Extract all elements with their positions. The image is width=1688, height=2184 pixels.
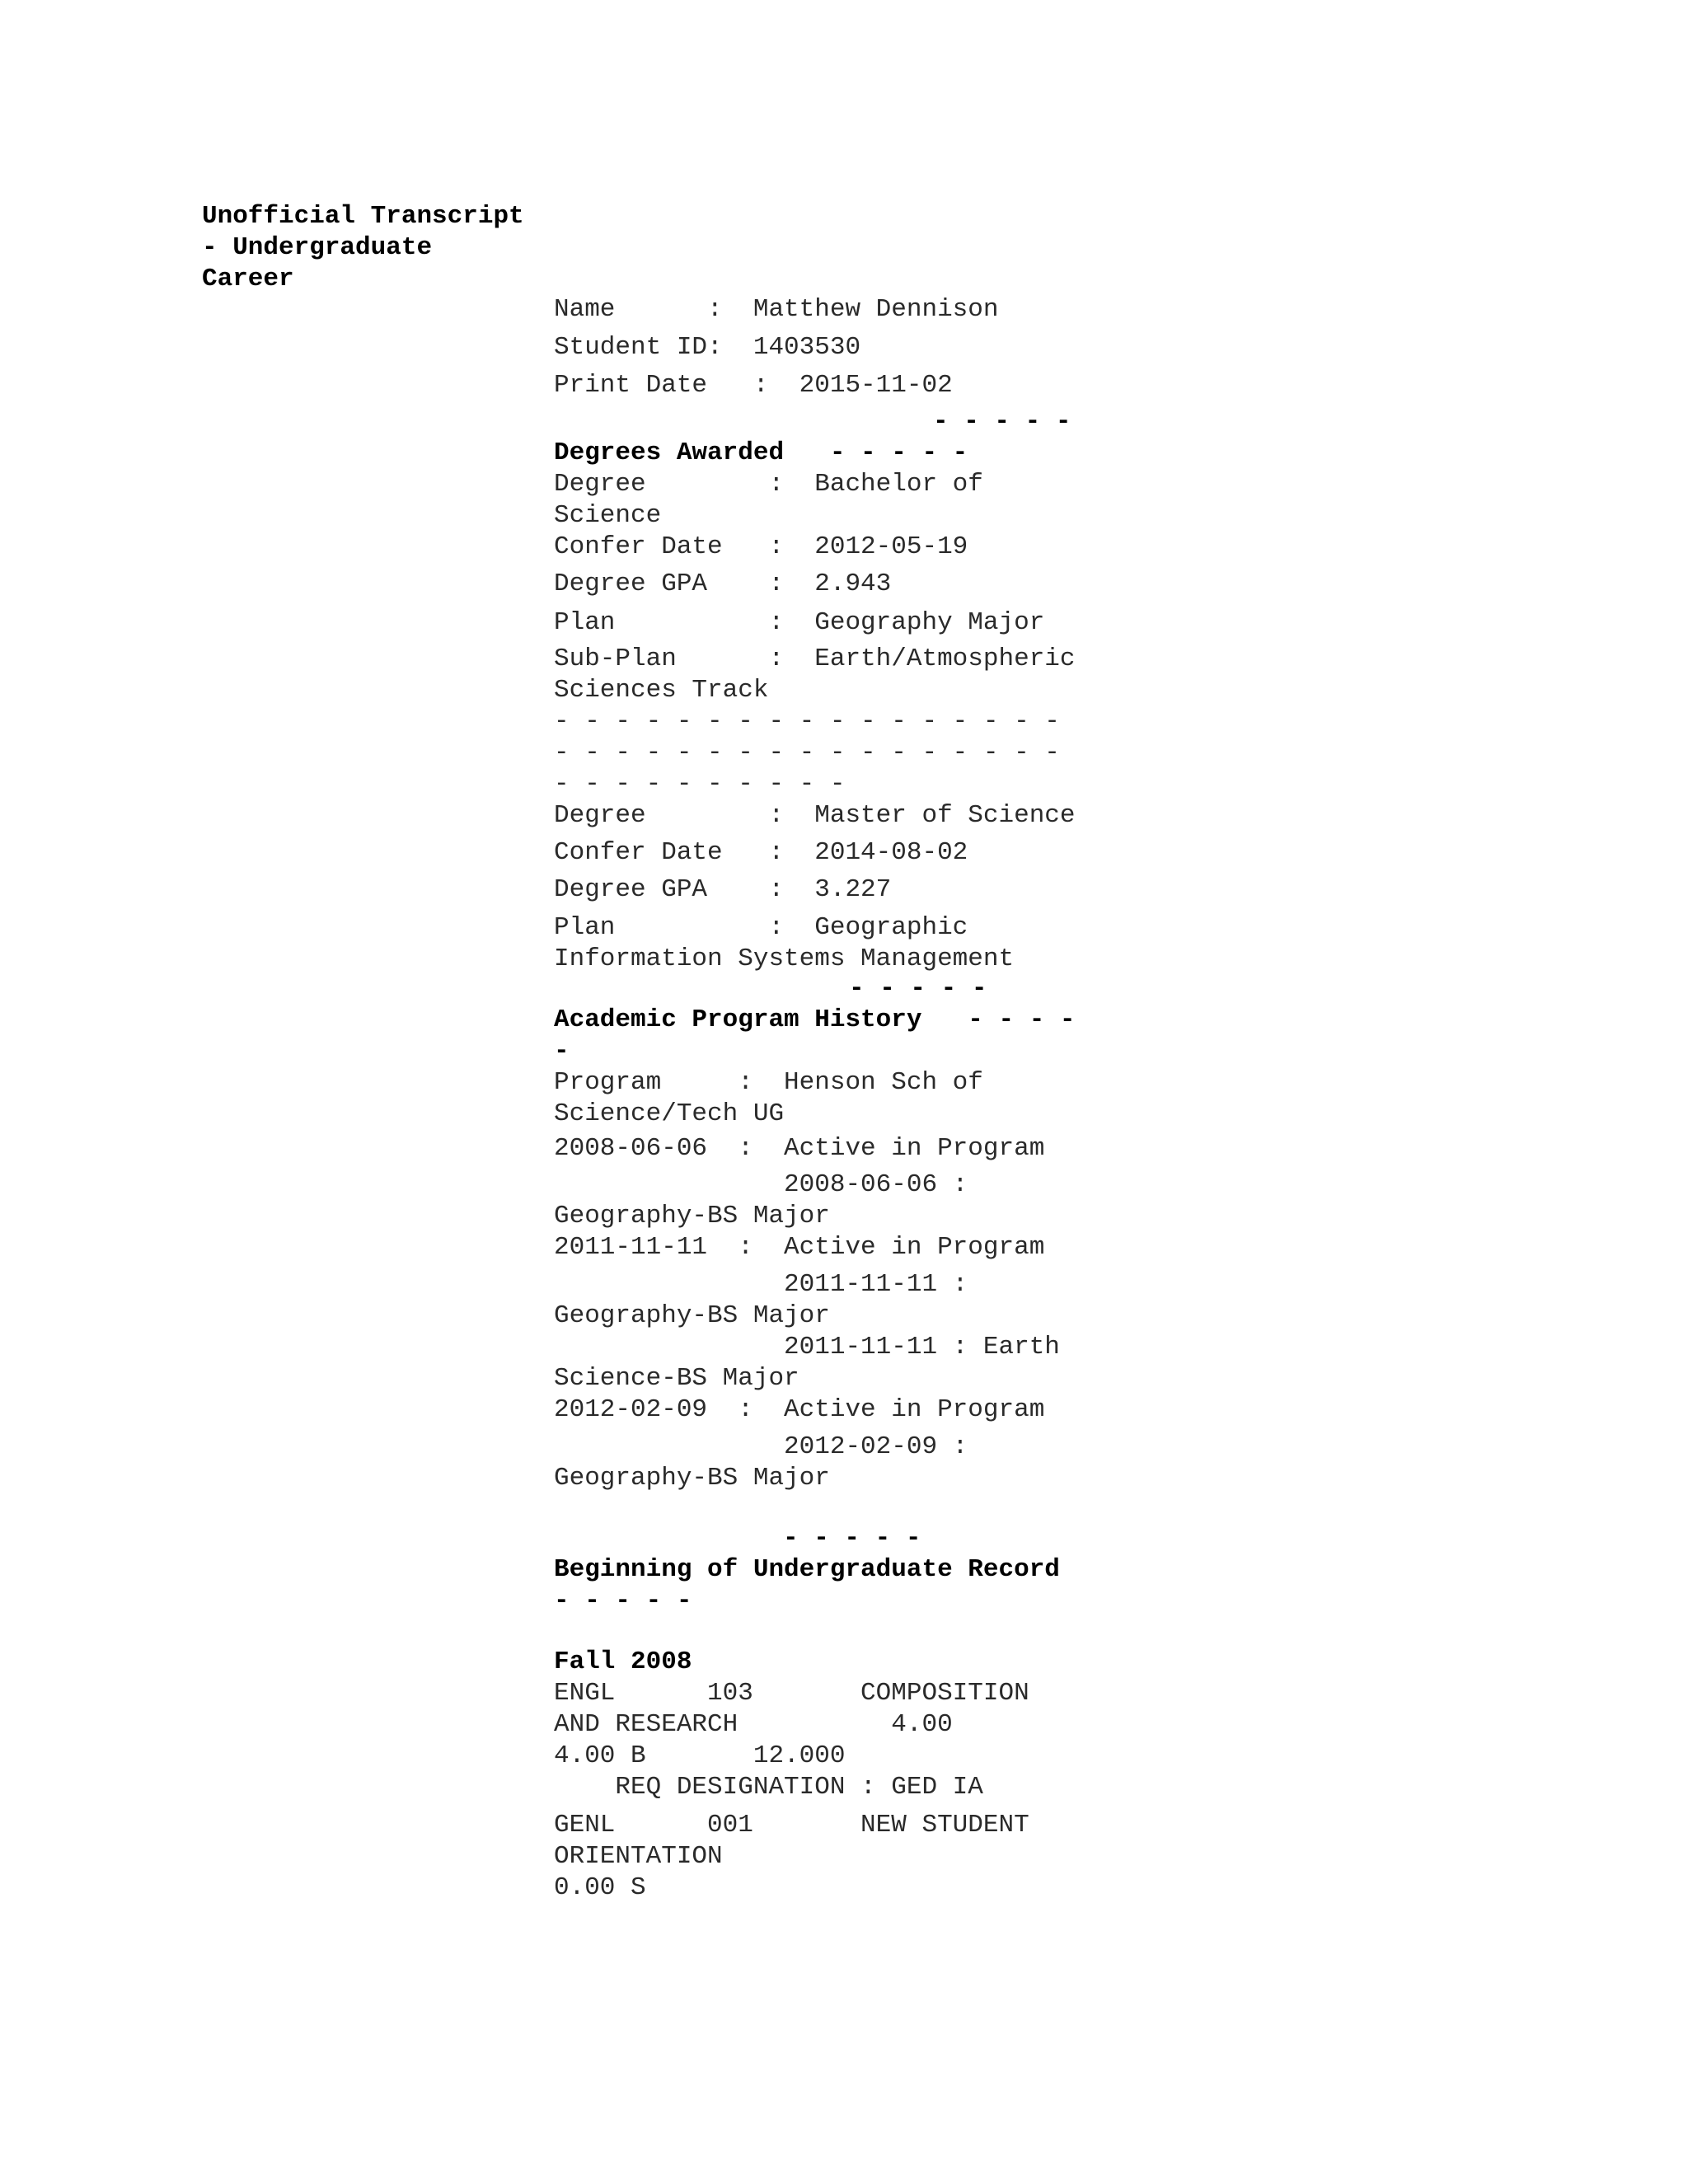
separator-line: - - - - - - - - - - - - - - - - -	[554, 738, 1060, 767]
program-dashes-above: - - - - -	[849, 974, 987, 1003]
degrees-dashes-above: - - - - -	[933, 407, 1071, 436]
program-history-line: Program : Henson Sch of	[554, 1068, 983, 1097]
degree-ms-plan: Plan : Geographic	[554, 913, 968, 942]
program-history-line: Science-BS Major	[554, 1364, 799, 1393]
degree-bs-subplan-wrap: Sciences Track	[554, 676, 769, 705]
degree-ms-confer-date: Confer Date : 2014-08-02	[554, 838, 968, 867]
degree-bs-gpa: Degree GPA : 2.943	[554, 569, 892, 598]
program-history-line: 2011-11-11 :	[554, 1270, 968, 1299]
program-history-line: 2008-06-06 :	[554, 1170, 968, 1199]
program-history-line: 2012-02-09 :	[554, 1432, 968, 1461]
course-engl-line: ENGL 103 COMPOSITION	[554, 1679, 1029, 1708]
degree-bs-subplan: Sub-Plan : Earth/Atmospheric	[554, 644, 1076, 673]
course-engl-line: 4.00 B 12.000	[554, 1741, 846, 1770]
separator-line: - - - - - - - - - -	[554, 770, 846, 799]
term-heading: Fall 2008	[554, 1647, 692, 1676]
degree-bs-confer-date: Confer Date : 2012-05-19	[554, 532, 968, 561]
print-date: Print Date : 2015-11-02	[554, 371, 953, 400]
degree-bs-line: Degree : Bachelor of	[554, 470, 983, 499]
degree-bs-plan: Plan : Geography Major	[554, 608, 1045, 637]
transcript-title-line-2: - Undergraduate	[202, 233, 433, 262]
program-history-heading-wrap: -	[554, 1037, 570, 1066]
course-genl-line: GENL 001 NEW STUDENT	[554, 1811, 1029, 1840]
program-history-line: 2011-11-11 : Active in Program	[554, 1233, 1045, 1262]
program-history-line: Geography-BS Major	[554, 1202, 830, 1230]
degree-ms-gpa: Degree GPA : 3.227	[554, 875, 892, 904]
transcript-title-line-1: Unofficial Transcript	[202, 202, 524, 231]
record-dashes-above: - - - - -	[783, 1524, 921, 1553]
course-genl-line: 0.00 S	[554, 1873, 646, 1902]
degree-ms-line: Degree : Master of Science	[554, 801, 1076, 830]
program-history-line: 2008-06-06 : Active in Program	[554, 1134, 1045, 1163]
degree-bs-line: Science	[554, 501, 662, 530]
program-history-line: 2012-02-09 : Active in Program	[554, 1395, 1045, 1424]
course-genl-line: ORIENTATION	[554, 1842, 723, 1871]
record-heading: Beginning of Undergraduate Record	[554, 1555, 1060, 1584]
student-name: Name : Matthew Dennison	[554, 295, 999, 324]
separator-line: - - - - - - - - - - - - - - - - -	[554, 707, 1060, 736]
student-id: Student ID: 1403530	[554, 333, 861, 362]
course-engl-req-designation: REQ DESIGNATION : GED IA	[554, 1773, 983, 1802]
program-history-line: 2011-11-11 : Earth	[554, 1333, 1060, 1361]
record-dashes-below: - - - - -	[554, 1586, 692, 1615]
degree-ms-plan-wrap: Information Systems Management	[554, 944, 1015, 973]
program-history-heading: Academic Program History - - - -	[554, 1005, 1076, 1034]
transcript-title-line-3: Career	[202, 265, 294, 293]
program-history-line: Geography-BS Major	[554, 1301, 830, 1330]
program-history-line: Geography-BS Major	[554, 1464, 830, 1493]
course-engl-line: AND RESEARCH 4.00	[554, 1710, 953, 1739]
program-history-line: Science/Tech UG	[554, 1099, 785, 1128]
degrees-awarded-heading: Degrees Awarded - - - - -	[554, 438, 968, 467]
